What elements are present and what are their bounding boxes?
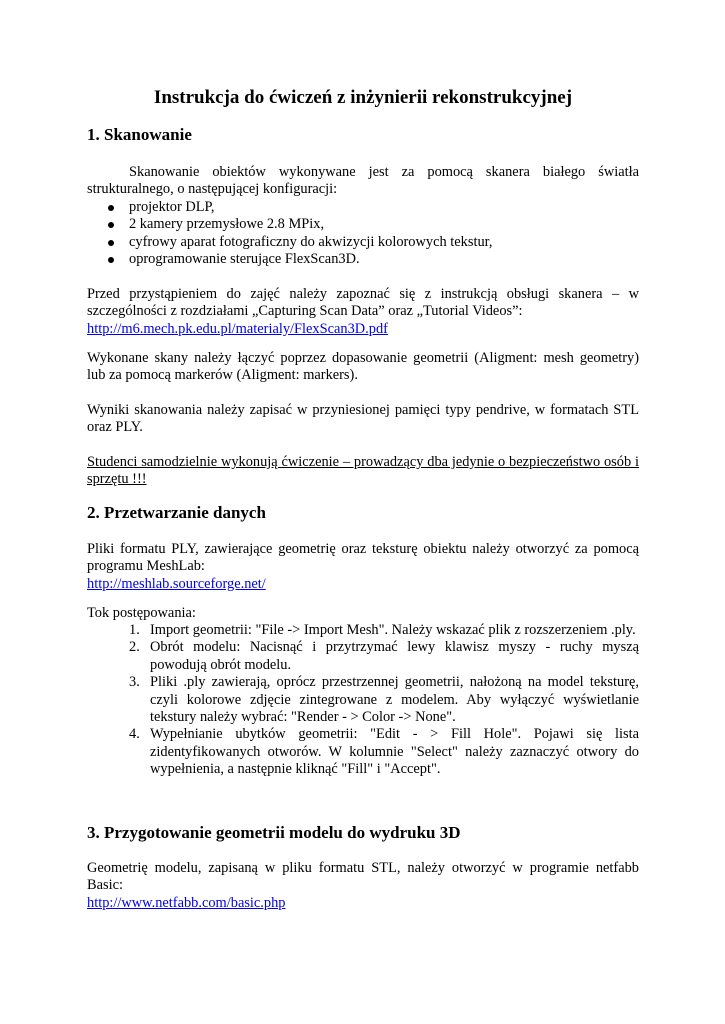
safety-notice: Studenci samodzielnie wykonują ćwiczenie – prowadzący dba jedynie o bezpieczeństwo osób i sprzętu !!! — [87, 454, 639, 488]
bullet-icon — [108, 257, 114, 263]
list-item: projektor DLP, — [87, 199, 492, 216]
netfabb-link[interactable]: http://www.netfabb.com/basic.php — [87, 894, 286, 911]
list-item: cyfrowy aparat fotograficzny do akwizycji kolorowych tekstur, — [87, 234, 492, 251]
steps-label: Tok postępowania: — [87, 605, 196, 621]
alignment-paragraph: Wykonane skany należy łączyć poprzez dopasowanie geometrii (Aligment: mesh geometry) lub za pomocą markerów (Aligment: markers). — [87, 350, 639, 384]
section-2-heading: 2. Przetwarzanie danych — [87, 503, 266, 522]
list-item: 4. Wypełnianie ubytków geometrii: "Edit - > Fill Hole". Pojawi się lista zidentyfikowanych otworów. W kolumnie "Select" należy zaznaczyć otwory do wypełnienia, a następnie kliknąć "Fill" i "Accept". — [129, 726, 639, 778]
meshlab-link[interactable]: http://meshlab.sourceforge.net/ — [87, 575, 266, 592]
section-3-intro: Geometrię modelu, zapisaną w pliku formatu STL, należy otworzyć w programie netfabb Basic: http://www.netfabb.com/basic.php — [87, 860, 639, 911]
manual-paragraph: Przed przystąpieniem do zajęć należy zapoznać się z instrukcją obsługi skanera – w szczególności z rozdziałami „Capturing Scan Data” oraz „Tutorial Videos”: http://m6.mech.pk.edu.pl/materialy/FlexScan3D.pdf — [87, 286, 639, 337]
flexscan-manual-link[interactable]: http://m6.mech.pk.edu.pl/materialy/FlexScan3D.pdf — [87, 320, 388, 337]
document-title: Instrukcja do ćwiczeń z inżynierii rekonstrukcyjnej — [153, 87, 573, 108]
processing-steps-list — [87, 622, 639, 779]
list-item: 3. Pliki .ply zawierają, oprócz przestrzennej geometrii, nałożoną na model teksturę, czyli kolorowe zdjęcie zintegrowane z modelem. Aby wyłączyć wyświetlanie tekstury należy wybrać: "Render - > Color -> None". — [129, 674, 639, 726]
section-3-heading: 3. Przygotowanie geometrii modelu do wydruku 3D — [87, 823, 461, 842]
bullet-icon — [108, 240, 114, 246]
list-item: 2. Obrót modelu: Nacisnąć i przytrzymać lewy klawisz myszy - ruchy myszą powodują obrót modelu. — [129, 639, 639, 673]
list-item: oprogramowanie sterujące FlexScan3D. — [87, 251, 492, 268]
bullet-icon — [108, 205, 114, 211]
section-1-intro: Skanowanie obiektów wykonywane jest za pomocą skanera białego światła strukturalnego, o następującej konfiguracji: — [87, 164, 639, 198]
scanner-config-list — [87, 199, 492, 269]
section-1-heading: 1. Skanowanie — [87, 125, 192, 144]
list-item: 2 kamery przemysłowe 2.8 MPix, — [87, 216, 492, 233]
bullet-icon — [108, 222, 114, 228]
section-2-intro: Pliki formatu PLY, zawierające geometrię oraz teksturę obiektu należy otworzyć za pomocą programu MeshLab: http://meshlab.sourceforge.net/ — [87, 541, 639, 592]
list-item: 1. Import geometrii: "File -> Import Mesh". Należy wskazać plik z rozszerzeniem .ply. — [129, 622, 636, 638]
save-paragraph: Wyniki skanowania należy zapisać w przyniesionej pamięci typy pendrive, w formatach STL oraz PLY. — [87, 402, 639, 436]
